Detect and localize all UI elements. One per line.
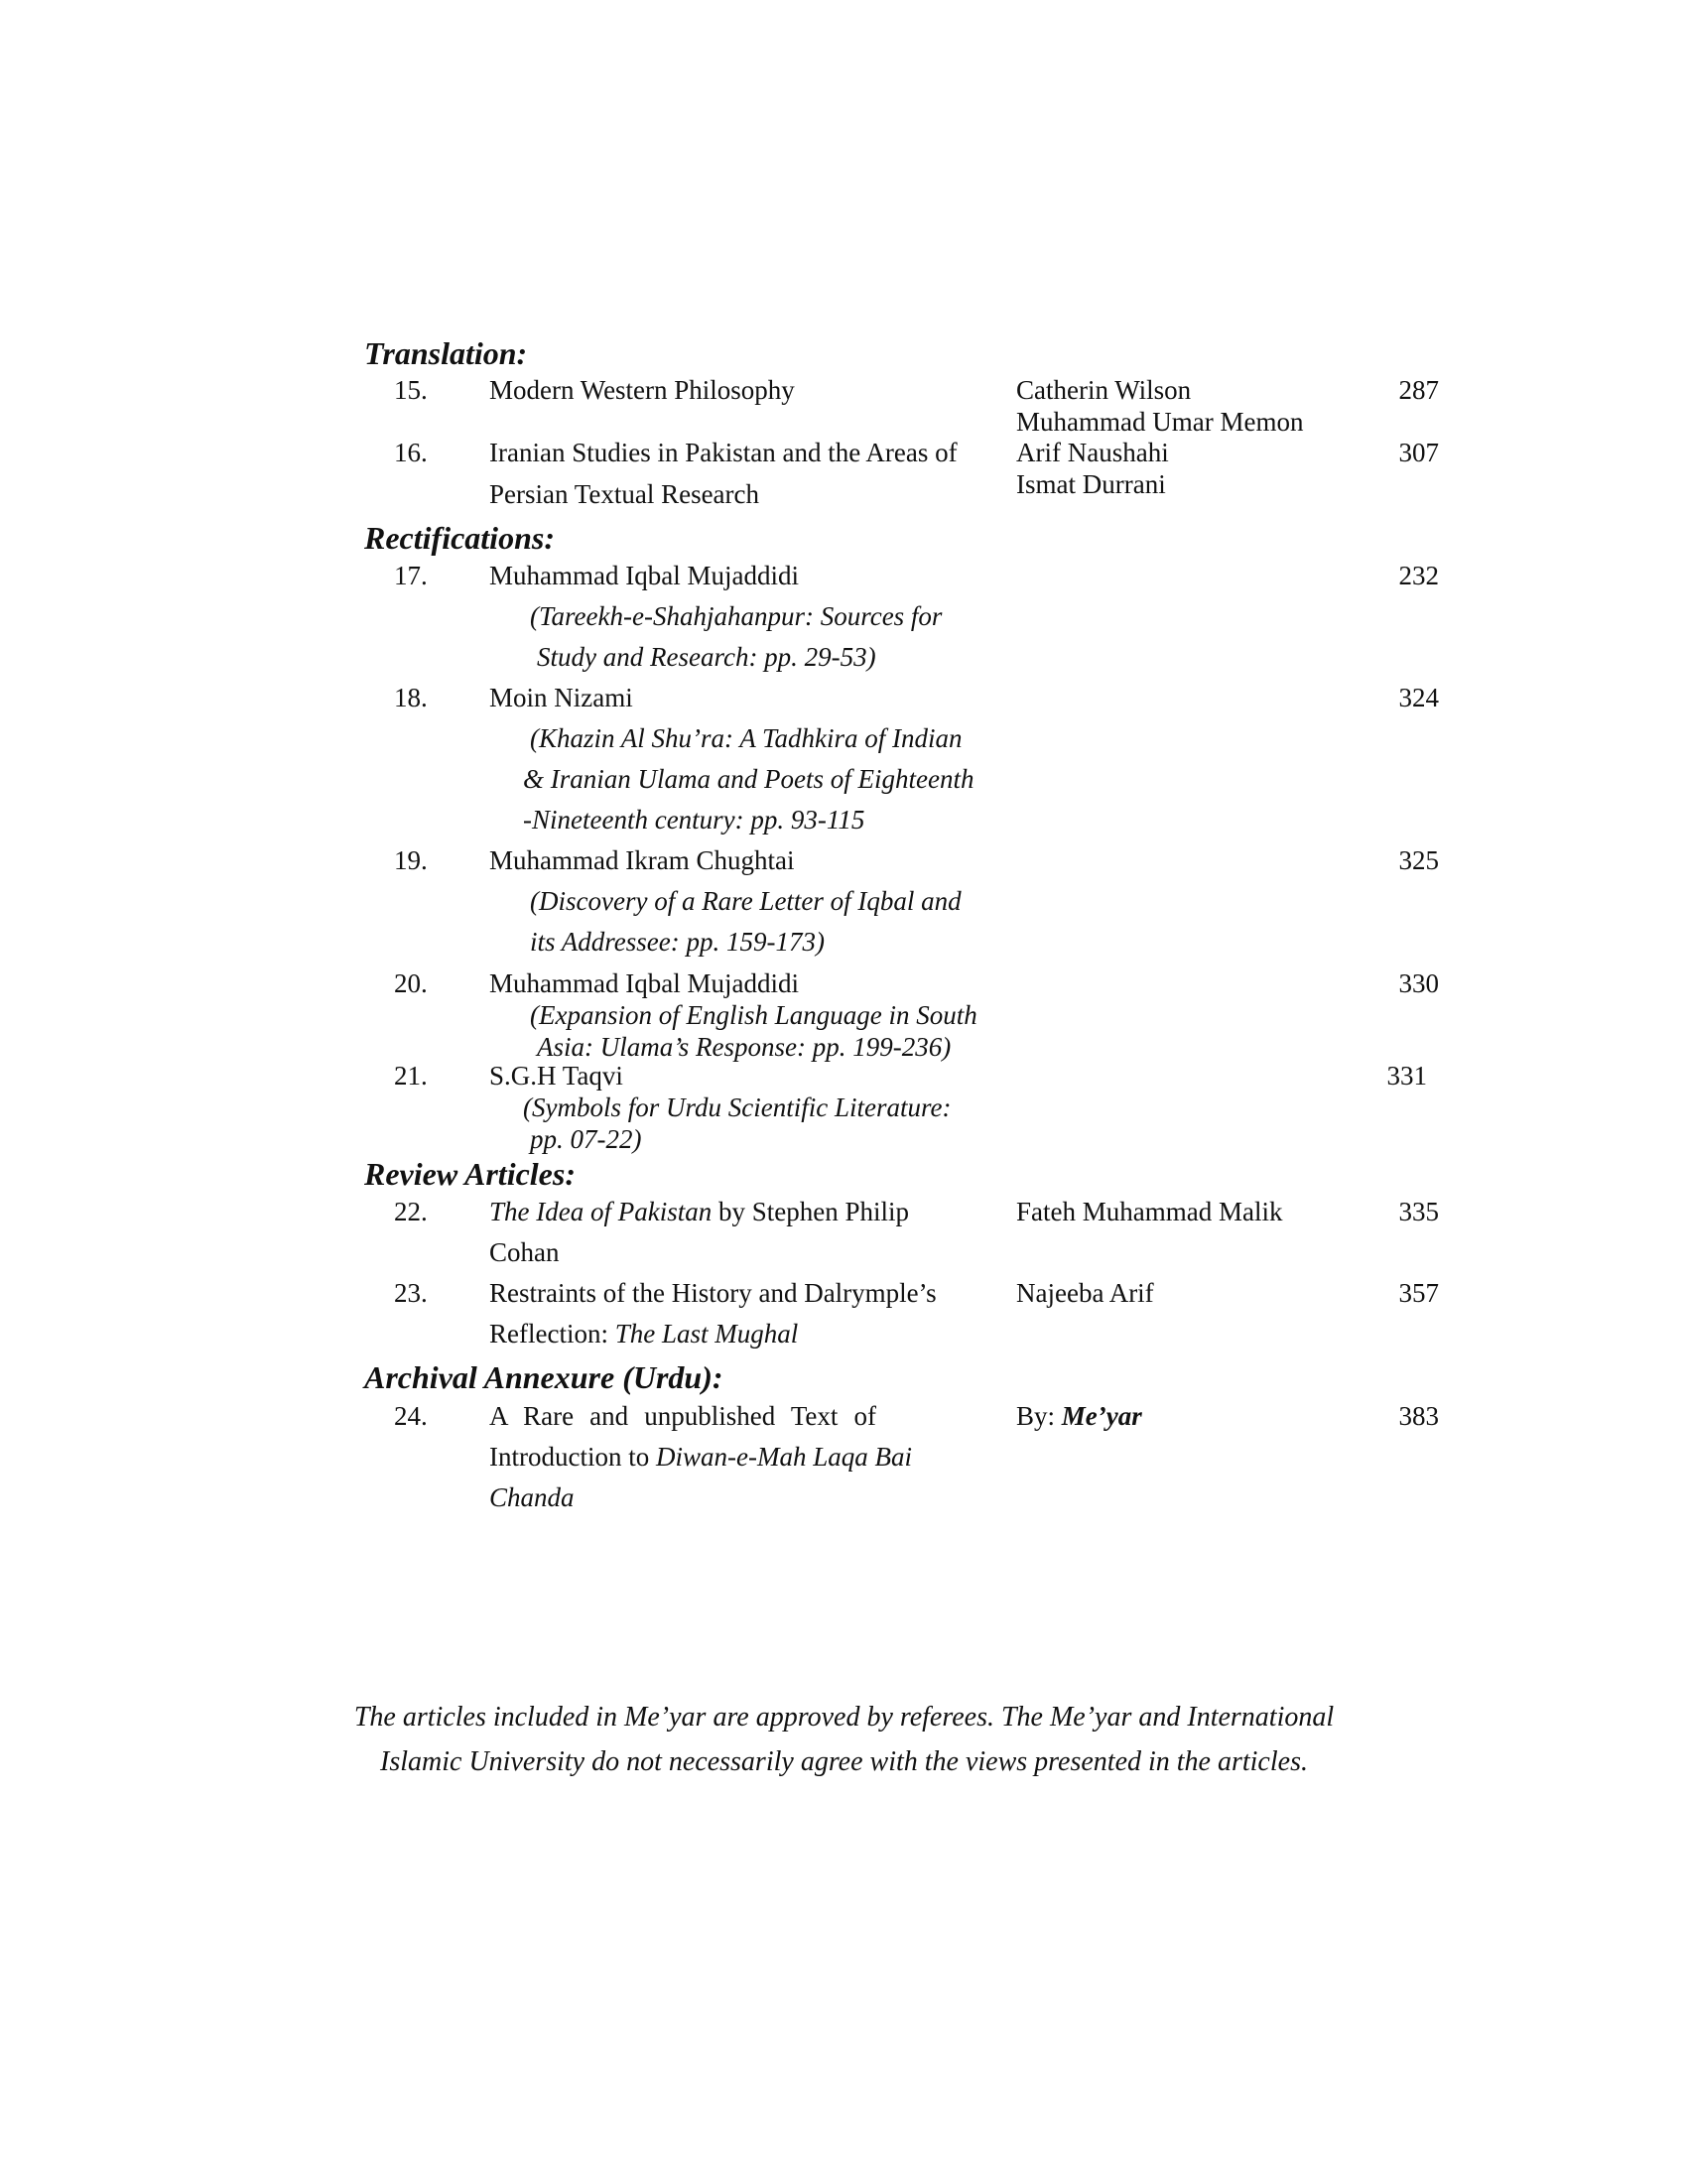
entry-19-number: 19.: [394, 845, 428, 875]
entry-15-author-2: Muhammad Umar Memon: [1016, 407, 1304, 437]
entry-16-author-1: Arif Naushahi: [1016, 438, 1169, 467]
entry-20-work-line-1: (Expansion of English Language in South: [530, 1000, 977, 1030]
disclaimer-line-2: Islamic University do not necessarily agree with the views presented in the articles.: [380, 1746, 1308, 1777]
entry-20-work-line-2: Asia: Ulama’s Response: pp. 199-236): [537, 1032, 952, 1062]
entry-17-work-line-1: (Tareekh-e-Shahjahanpur: Sources for: [530, 601, 943, 631]
entry-22-number: 22.: [394, 1197, 428, 1226]
entry-22-title-line-2: Cohan: [489, 1237, 560, 1267]
section-heading-review-articles: Review Articles:: [364, 1156, 576, 1192]
entry-15-page: 287: [1398, 375, 1439, 405]
entry-23-number: 23.: [394, 1278, 428, 1308]
disclaimer-line-1: The articles included in Me’yar are approved by referees. The Me’yar and International: [353, 1702, 1335, 1733]
entry-24-page: 383: [1398, 1401, 1439, 1431]
entry-18-work-line-2: & Iranian Ulama and Poets of Eighteenth: [523, 764, 974, 794]
entry-24-author-name: Me’yar: [1061, 1401, 1142, 1431]
entry-20-page: 330: [1398, 968, 1439, 998]
entry-22-page: 335: [1398, 1197, 1439, 1226]
entry-22-title-rest: by Stephen Philip: [712, 1197, 909, 1226]
entry-23-title-plain: Reflection:: [489, 1319, 615, 1349]
entry-16-number: 16.: [394, 438, 428, 467]
entry-21-work-line-2: pp. 07-22): [530, 1124, 642, 1154]
entry-18-page: 324: [1398, 683, 1439, 712]
entry-21-page: 331: [1386, 1061, 1427, 1091]
entry-24-author-prefix: By:: [1016, 1401, 1062, 1431]
section-heading-rectifications: Rectifications:: [364, 520, 555, 556]
entry-19-work-line-1: (Discovery of a Rare Letter of Iqbal and: [530, 886, 962, 916]
entry-22-author: Fateh Muhammad Malik: [1016, 1197, 1283, 1226]
entry-23-title-italic: The Last Mughal: [614, 1319, 799, 1349]
entry-22-title-line-1: [489, 1195, 909, 1228]
section-heading-translation: Translation:: [364, 335, 528, 371]
entry-24-title-line-3: Chanda: [489, 1482, 575, 1512]
entry-23-author: Najeeba Arif: [1016, 1278, 1154, 1308]
entry-21-number: 21.: [394, 1061, 428, 1091]
entry-22-title-italic: The Idea of Pakistan: [489, 1197, 713, 1226]
entry-19-work-line-2: its Addressee: pp. 159-173): [530, 927, 825, 957]
entry-18-work-line-1: (Khazin Al Shu’ra: A Tadhkira of Indian: [530, 723, 963, 753]
entry-16-title-line-1: Iranian Studies in Pakistan and the Areas of: [489, 438, 958, 467]
entry-15-title: Modern Western Philosophy: [489, 375, 795, 405]
entry-19-page: 325: [1398, 845, 1439, 875]
entry-24-title-line-2: [489, 1440, 912, 1474]
entry-21-author: S.G.H Taqvi: [489, 1061, 623, 1091]
entry-20-number: 20.: [394, 968, 428, 998]
entry-18-author: Moin Nizami: [489, 683, 633, 712]
section-heading-archival-annexure: Archival Annexure (Urdu):: [364, 1359, 723, 1395]
entry-17-number: 17.: [394, 561, 428, 590]
entry-17-page: 232: [1398, 561, 1439, 590]
entry-16-title-line-2: Persian Textual Research: [489, 479, 760, 509]
entry-24-title-italic: Diwan-e-Mah Laqa Bai: [655, 1442, 912, 1472]
entry-15-author-1: Catherin Wilson: [1016, 375, 1192, 405]
entry-21-work-line-1: (Symbols for Urdu Scientific Literature:: [523, 1092, 952, 1122]
entry-23-title-line-2: [489, 1317, 798, 1350]
entry-20-author: Muhammad Iqbal Mujaddidi: [489, 968, 799, 998]
entry-23-title-line-1: Restraints of the History and Dalrymple’s: [489, 1278, 937, 1308]
entry-23-page: 357: [1398, 1278, 1439, 1308]
entry-24-title-plain: Introduction to: [489, 1442, 656, 1472]
entry-15-number: 15.: [394, 375, 428, 405]
entry-16-author-2: Ismat Durrani: [1016, 469, 1166, 499]
entry-17-work-line-2: Study and Research: pp. 29-53): [537, 642, 876, 672]
entry-24-author: [1016, 1399, 1142, 1433]
entry-19-author: Muhammad Ikram Chughtai: [489, 845, 795, 875]
entry-24-title-line-1: A Rare and unpublished Text of: [489, 1401, 876, 1431]
entry-24-number: 24.: [394, 1401, 428, 1431]
entry-18-number: 18.: [394, 683, 428, 712]
entry-16-page: 307: [1398, 438, 1439, 467]
entry-17-author: Muhammad Iqbal Mujaddidi: [489, 561, 799, 590]
entry-18-work-line-3: -Nineteenth century: pp. 93-115: [523, 805, 865, 835]
